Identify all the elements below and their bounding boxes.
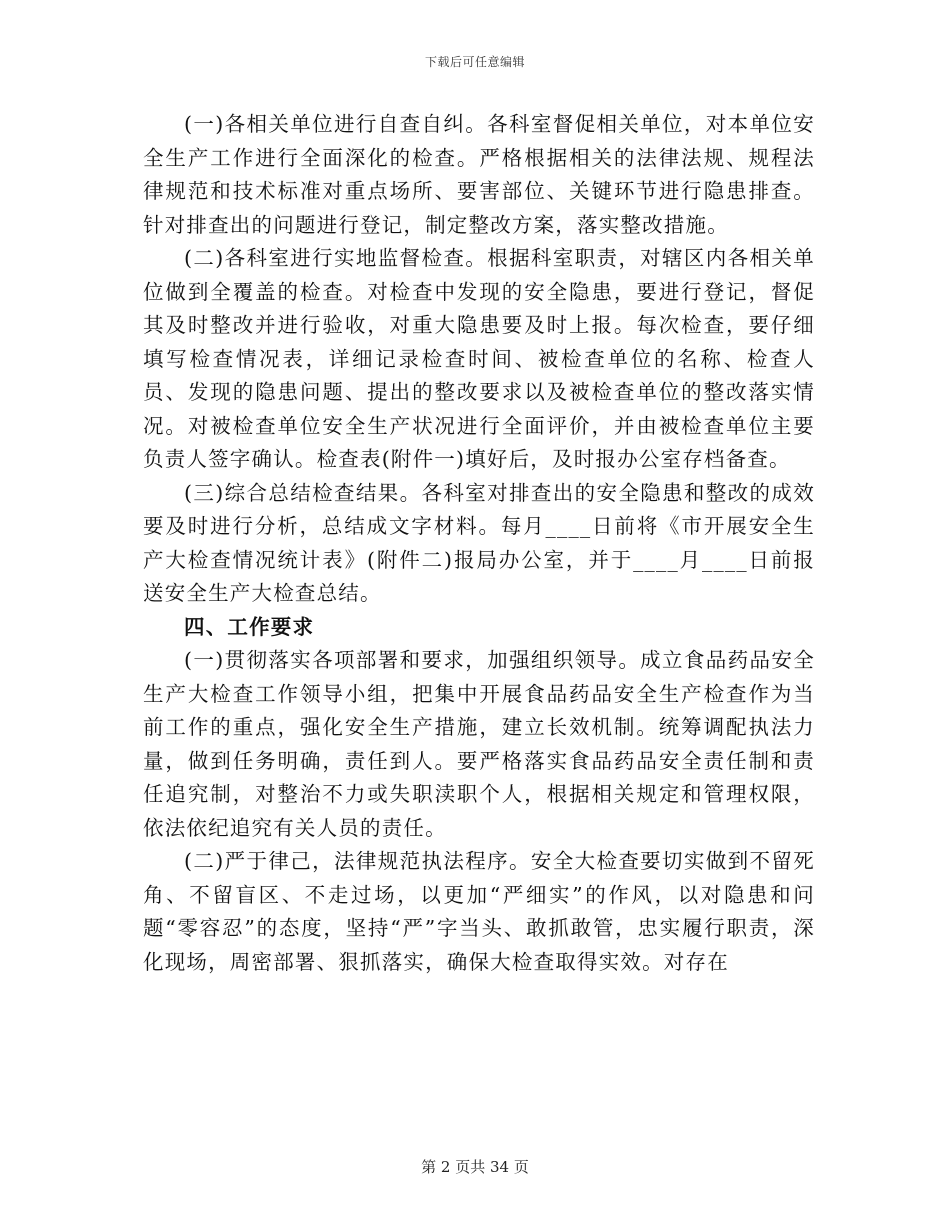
paragraph-law-enforcement-procedure: (二)严于律己，法律规范执法程序。安全大检查要切实做到不留死角、不留盲区、不走过场，以更加“严细实”的作风，以对隐患和问题“零容忍”的态度，坚持“严”字当头、敢抓敢管，忠实履行职责，深化现场，周密部署、狠抓落实，确保大检查取得实效。对存在 [143,849,815,974]
paragraph-self-inspection: (一)各相关单位进行自查自纠。各科室督促相关单位，对本单位安全生产工作进行全面深化的检查。严格根据相关的法律法规、规程法律规范和技术标准对重点场所、要害部位、关键环节进行隐患排查。针对排查出的问题进行登记，制定整改方案，落实整改措施。 [143,112,815,237]
document-body [143,108,815,979]
page-header: 下载后可任意编辑 [424,55,525,69]
paragraph-field-supervision: (二)各科室进行实地监督检查。根据科室职责，对辖区内各相关单位做到全覆盖的检查。对检查中发现的安全隐患，要进行登记，督促其及时整改并进行验收，对重大隐患要及时上报。每次检查，要仔细填写检查情况表，详细记录检查时间、被检查单位的名称、检查人员、发现的隐患问题、提出的整改要求以及被检查单位的整改落实情况。对被检查单位安全生产状况进行全面评价，并由被检查单位主要负责人签字确认。检查表(附件一)填好后，及时报办公室存档备查。 [143,246,815,471]
section-heading-work-requirements: 四、工作要求 [184,614,315,639]
page-footer: 第 2 页共 34 页 [421,1158,529,1176]
paragraph-organization-leadership: (一)贯彻落实各项部署和要求，加强组织领导。成立食品药品安全生产大检查工作领导小组，把集中开展食品药品安全生产检查作为当前工作的重点，强化安全生产措施，建立长效机制。统筹调配执法力量，做到任务明确，责任到人。要严格落实食品药品安全责任制和责任追究制，对整治不力或失职渎职个人，根据相关规定和管理权限，依法依纪追究有关人员的责任。 [143,648,815,840]
paragraph-summary-results: (三)综合总结检查结果。各科室对排查出的安全隐患和整改的成效要及时进行分析，总结成文字材料。每月____日前将《市开展安全生产大检查情况统计表》(附件二)报局办公室，并于____月____日前报送安全生产大检查总结。 [143,480,815,605]
